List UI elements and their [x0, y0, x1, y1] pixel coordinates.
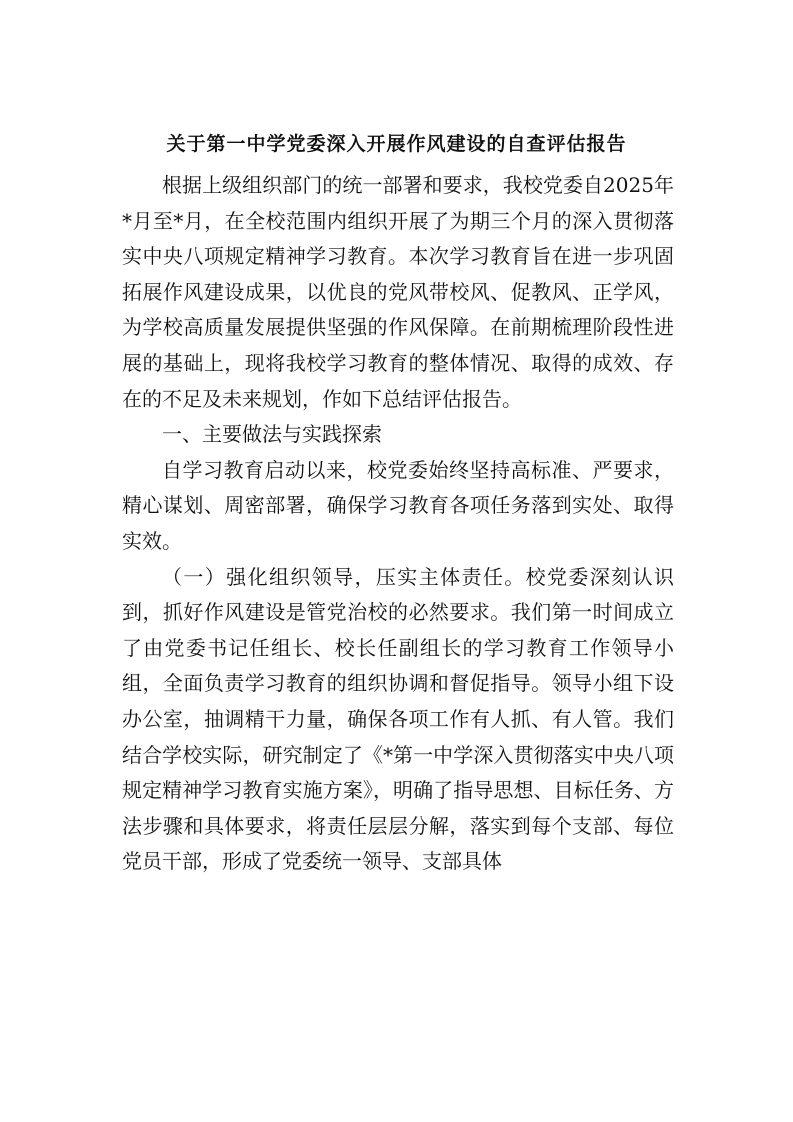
subsection-1-paragraph: （一）强化组织领导，压实主体责任。校党委深刻认识到，抓好作风建设是管党治校的必然要求。我们第一时间成立了由党委书记任组长、校长任副组长的学习教育工作领导小组，全面负责学习教育的组织协调和督促指导。领导小组下设办公室，抽调精干力量，确保各项工作有人抓、有人管。我们结合学校实际，研究制定了《*第一中学深入贯彻落实中央八项规定精神学习教育实施方案》，明确了指导思想、目标任务、方法步骤和具体要求，将责任层层分解，落实到每个支部、每位党员干部，形成了党委统一领导、支部具体 — [122, 564, 674, 874]
section-heading-1: 一、主要做法与实践探索 — [162, 422, 382, 447]
document-title: 关于第一中学党委深入开展作风建设的自查评估报告 — [166, 133, 627, 155]
document-body — [122, 168, 674, 880]
intro-paragraph: 根据上级组织部门的统一部署和要求，我校党委自2025年*月至*月，在全校范围内组织开展了为期三个月的深入贯彻落实中央八项规定精神学习教育。本次学习教育旨在进一步巩固拓展作风建设成果，以优良的党风带校风、促教风、正学风，为学校高质量发展提供坚强的作风保障。在前期梳理阶段性进展的基础上，现将我校学习教育的整体情况、取得的成效、存在的不足及未来规划，作如下总结评估报告。 — [122, 173, 674, 411]
section-1-intro-paragraph: 自学习教育启动以来，校党委始终坚持高标准、严要求，精心谋划、周密部署，确保学习教育各项任务落到实处、取得实效。 — [122, 457, 674, 553]
